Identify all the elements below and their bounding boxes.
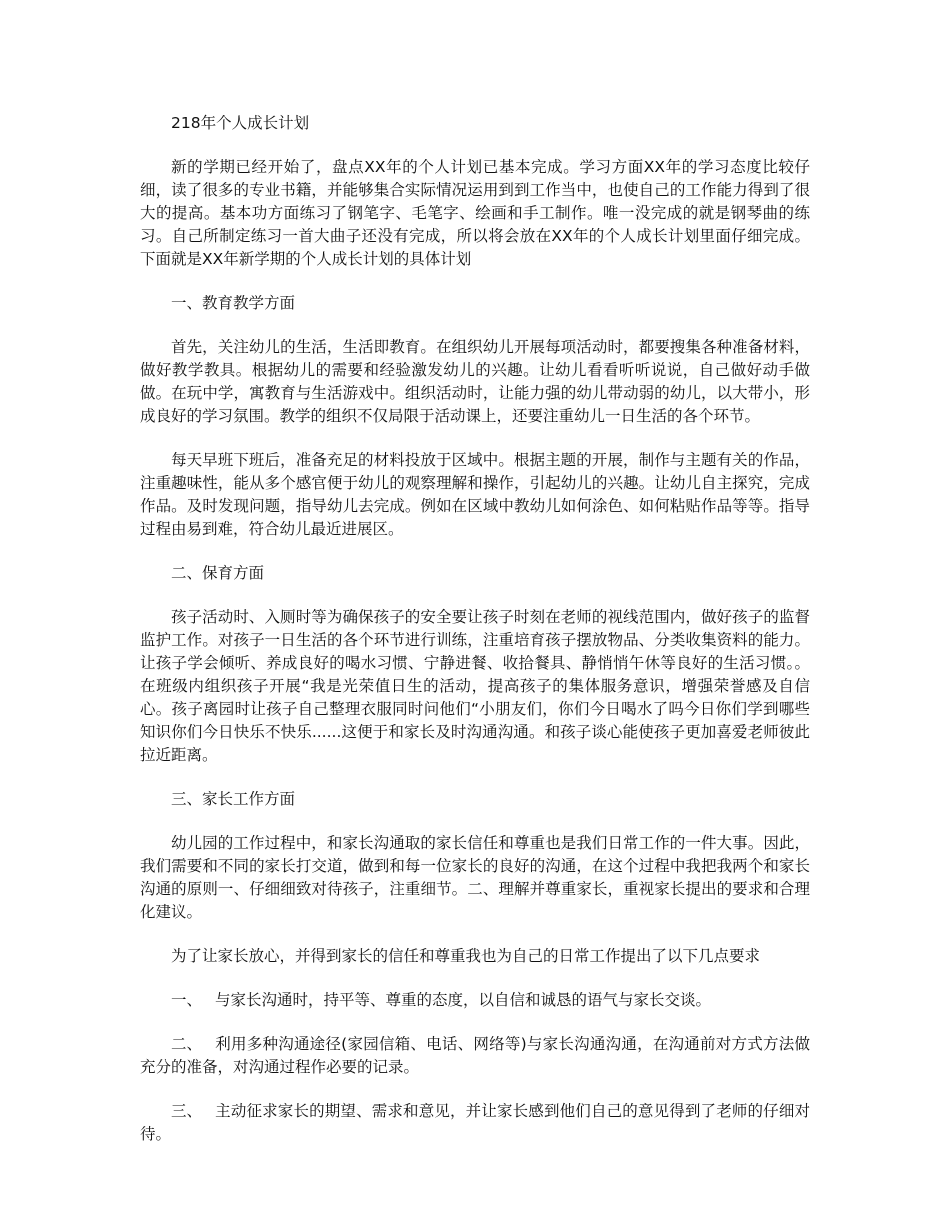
care-paragraph-1: 孩子活动时、入厕时等为确保孩子的安全要让孩子时刻在老师的视线范围内，做好孩子的监督监护工作。对孩子一日生活的各个环节进行训练，注重培育孩子摆放物品、分类收集资料的能力。让孩子学会倾听、养成良好的喝水习惯、宁静进餐、收拾餐具、静悄悄午休等良好的生活习惯。。在班级内组织孩子开展“我是光荣值日生的活动，提高孩子的集体服务意识，增强荣誉感及自信心。孩子离园时让孩子自己整理衣服同时问他们“小朋友们，你们今日喝水了吗今日你们学到哪些知识你们今日快乐不快乐......这便于和家长及时沟通沟通。和孩子谈心能使孩子更加喜爱老师彼此拉近距离。 <box>140 608 810 764</box>
requirement-item <box>140 1033 810 1079</box>
requirement-item <box>140 989 810 1012</box>
requirement-text: 主动征求家长的期望、需求和意见，并让家长感到他们自己的意见得到了老师的仔细对待。 <box>140 1102 810 1143</box>
teaching-paragraph-1: 首先，关注幼儿的生活，生活即教育。在组织幼儿开展每项活动时，都要搜集各种准备材料，做好教学教具。根据幼儿的需要和经验激发幼儿的兴趣。让幼儿看看听听说说，自己做好动手做做。在玩中学，寓教育与生活游戏中。组织活动时，让能力强的幼儿带动弱的幼儿，以大带小，形成良好的学习氛围。教学的组织不仅局限于活动课上，还要注重幼儿一日生活的各个环节。 <box>140 338 810 425</box>
document-title: 218年个人成长计划 <box>171 114 310 132</box>
section-heading-care: 二、保育方面 <box>171 564 265 582</box>
document-page <box>140 112 810 1167</box>
requirement-number: 二、 <box>171 1035 203 1053</box>
parents-paragraph-1: 幼儿园的工作过程中，和家长沟通取的家长信任和尊重也是我们日常工作的一件大事。因此，我们需要和不同的家长打交道，做到和每一位家长的良好的沟通，在这个过程中我把我两个和家长沟通的原则一、仔细细致对待孩子，注重细节。二、理解并尊重家长，重视家长提出的要求和合理化建议。 <box>140 834 810 921</box>
section-heading-teaching: 一、教育教学方面 <box>171 294 296 312</box>
requirement-number: 一、 <box>171 991 203 1009</box>
intro-paragraph: 新的学期已经开始了，盘点XX年的个人计划已基本完成。学习方面XX年的学习态度比较仔细，读了很多的专业书籍，并能够集合实际情况运用到到工作当中，也使自己的工作能力得到了很大的提高。基本功方面练习了钢笔字、毛笔字、绘画和手工制作。唯一没完成的就是钢琴曲的练习。自己所制定练习一首大曲子还没有完成，所以将会放在XX年的个人成长计划里面仔细完成。下面就是XX年新学期的个人成长计划的具体计划 <box>140 158 810 268</box>
requirement-text: 利用多种沟通途径(家园信箱、电话、网络等)与家长沟通沟通，在沟通前对方式方法做充分的准备，对沟通过程作必要的记录。 <box>140 1035 810 1076</box>
teaching-paragraph-2: 每天早班下班后，准备充足的材料投放于区域中。根据主题的开展，制作与主题有关的作品，注重趣味性，能从多个感官便于幼儿的观察理解和操作，引起幼儿的兴趣。让幼儿自主探究，完成作品。及时发现问题，指导幼儿去完成。例如在区域中教幼儿如何涂色、如何粘贴作品等等。指导过程由易到难，符合幼儿最近进展区。 <box>140 451 810 538</box>
section-heading-parents: 三、家长工作方面 <box>171 790 296 808</box>
requirement-text: 与家长沟通时，持平等、尊重的态度，以自信和诚恳的语气与家长交谈。 <box>215 991 712 1009</box>
requirement-number: 三、 <box>171 1102 203 1120</box>
requirement-item <box>140 1100 810 1146</box>
parents-paragraph-2: 为了让家长放心，并得到家长的信任和尊重我也为自己的日常工作提出了以下几点要求 <box>171 947 761 965</box>
